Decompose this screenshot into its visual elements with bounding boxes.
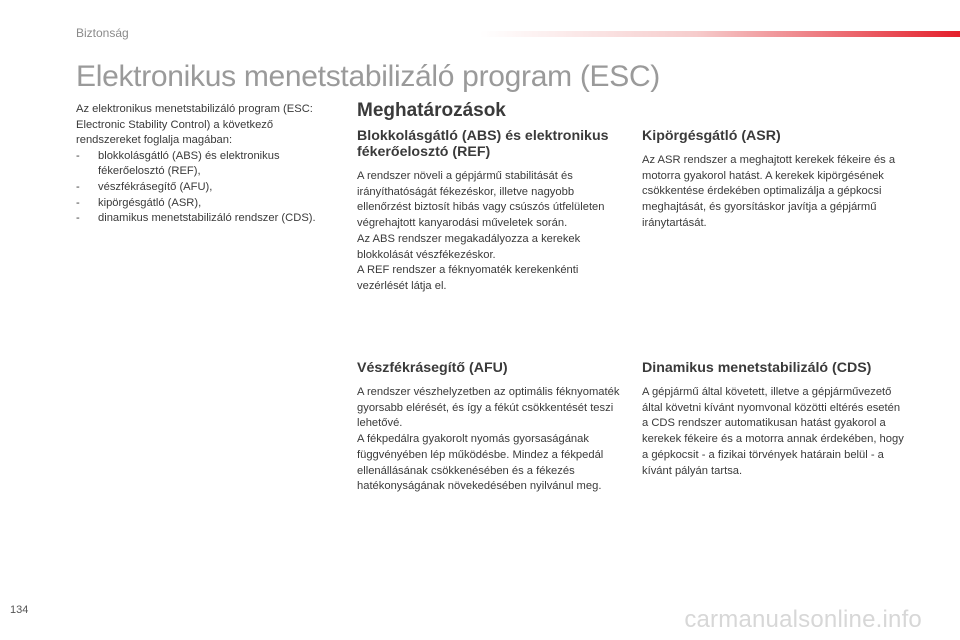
list-item-text: dinamikus menetstabilizáló rendszer (CDS).: [98, 212, 316, 225]
abs-ref-paragraph: Az ABS rendszer megakadályozza a kerekek blokkolását vészfékezéskor.: [357, 232, 581, 261]
dash-bullet: -: [76, 149, 80, 162]
list-item: [76, 211, 338, 227]
afu-paragraph: A rendszer vészhelyzetben az optimális féknyomaték gyorsabb elérését, és így a fékút csökkentését teszi lehetővé.: [357, 386, 620, 430]
asr-paragraph: Az ASR rendszer a meghajtott kerekek fékeire és a motorra gyakorol hatást. A kerekek kipörgésének csökkentése érdekében optimalizálja a gépkocsi meghajtását, és gyorsításkor javítja a gépjármű iránytartását.: [642, 154, 896, 229]
abs-ref-paragraph: A REF rendszer a féknyomaték kerekenkénti vezérlését látja el.: [357, 264, 579, 292]
afu-paragraph: A fékpedálra gyakorolt nyomás gyorsaságának függvényében lép működésbe. Mindez a fékpedál ellenállásának csökkenésében és a fékezés hatékonyságának növekedésében nyilvánul meg.: [357, 433, 604, 493]
abs-ref-title: Blokkolásgátló (ABS) és elektronikus fékerőelosztó (REF): [357, 128, 609, 160]
asr-title: Kipörgésgátló (ASR): [642, 128, 781, 144]
system-list: [76, 149, 338, 227]
definitions-heading: Meghatározások: [357, 100, 506, 121]
list-item: [76, 196, 338, 212]
list-item-text: blokkolásgátló (ABS) és elektronikus fékerőelosztó (REF),: [98, 149, 280, 178]
cds-title: Dinamikus menetstabilizáló (CDS): [642, 360, 872, 376]
asr-section: [642, 128, 907, 232]
abs-ref-section: [357, 128, 622, 295]
abs-ref-paragraph: A rendszer növeli a gépjármű stabilitását és irányíthatóságát fékezéskor, illetve nagyobb ellenőrzést biztosít hibás vagy csúszós útfelületen végrehajtott kanyarodási műveletek során.: [357, 170, 605, 230]
afu-section: [357, 360, 622, 495]
page-title: Elektronikus menetstabilizáló program (ESC): [76, 60, 660, 93]
dash-bullet: -: [76, 212, 80, 225]
dash-bullet: -: [76, 180, 80, 193]
watermark: carmanualsonline.info: [684, 606, 922, 633]
list-item: [76, 180, 338, 196]
afu-title: Vészfékrásegítő (AFU): [357, 360, 508, 376]
section-label: Biztonság: [76, 26, 129, 40]
cds-paragraph: A gépjármű által követett, illetve a gépjárművezető által követni kívánt nyomvonal közötti eltérés esetén a CDS rendszer automatikusan hatást gyakorol a kerekek fékeire és a motorra annak érdekében, hogy a gépkocsit - a fizikai törvények határain belül - a kívánt pályán tartsa.: [642, 386, 904, 477]
cds-section: [642, 360, 907, 479]
intro-text: Az elektronikus menetstabilizáló program (ESC: Electronic Stability Control) a következő rendszereket foglalja magában:: [76, 103, 313, 147]
list-item-text: kipörgésgátló (ASR),: [98, 196, 202, 209]
page-number: 134: [10, 604, 29, 616]
list-item-text: vészfékrásegítő (AFU),: [98, 180, 213, 193]
dash-bullet: -: [76, 196, 80, 209]
header-accent-bar: [480, 31, 960, 37]
list-item: [76, 149, 338, 180]
intro-column: [76, 102, 338, 227]
